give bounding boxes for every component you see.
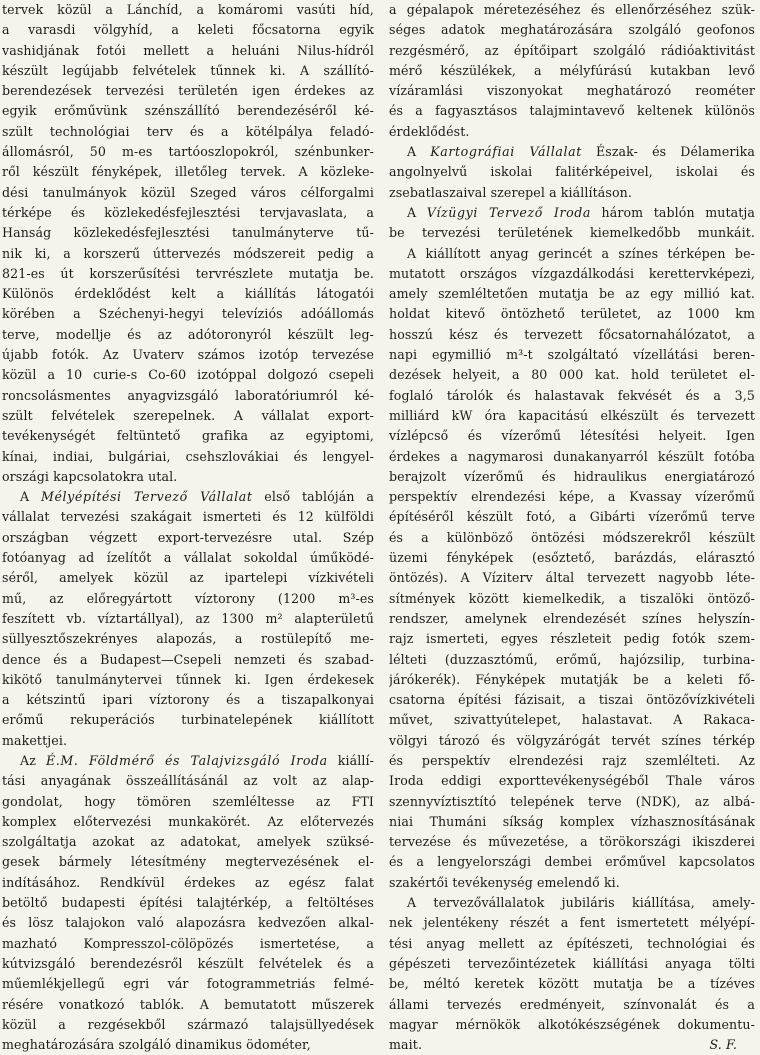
text-fragment: és lösz talajokon való alapozásra kedvezően alkal- <box>2 915 374 931</box>
text-line <box>389 507 755 527</box>
text-line <box>389 934 755 954</box>
text-fragment: makettjei. <box>2 732 68 748</box>
text-fragment: érdekes a nagymarosi dunakanyarról készült fotóba <box>389 448 755 464</box>
text-line <box>389 832 755 852</box>
text-line <box>389 101 755 121</box>
text-line <box>2 447 374 467</box>
text-line <box>389 609 755 629</box>
text-line <box>389 751 755 771</box>
text-line <box>2 101 374 121</box>
text-line <box>2 852 374 872</box>
text-fragment: foglaló tárolók és halastavak fekvését és a 3,5 <box>389 387 755 403</box>
text-fragment: mű, az előregyártott víztorony (1200 m³-es <box>2 590 374 606</box>
text-fragment: tervek közül a Lánchíd, a komáromi vasúti híd, <box>2 2 374 17</box>
text-line <box>389 406 755 426</box>
text-line <box>2 325 374 345</box>
text-fragment: terve, modellje és az adótoronyról készült leg- <box>2 326 374 342</box>
text-fragment: és a különböző öntözési módszerekről készült <box>389 529 755 545</box>
text-line <box>2 426 374 446</box>
text-fragment: gesek bármely létesítmény megtervezésének el- <box>2 854 374 870</box>
text-fragment: séges adatok meghatározására szolgáló geofonos <box>389 22 755 38</box>
text-line <box>2 731 374 751</box>
text-fragment: rezgésmérő, az építőipart szolgáló rádióaktivitást <box>389 42 755 58</box>
text-line <box>2 61 374 81</box>
text-fragment: és a fagyasztásos talajmintavevő keltenek különös <box>389 103 755 119</box>
text-fragment: csatorna építési fázisait, a tiszai öntözővízkivételi <box>389 692 755 708</box>
text-line <box>389 812 755 832</box>
text-line <box>389 548 755 568</box>
text-line <box>2 934 374 954</box>
text-line <box>389 365 755 385</box>
text-fragment: angolnyelvű iskolai falitérképeivel, iskolai és <box>389 164 755 180</box>
text-fragment: művet, szivattyútelepet, halastavat. A Rakaca- <box>389 712 755 728</box>
text-line <box>2 365 374 385</box>
text-line <box>2 771 374 791</box>
text-line <box>389 386 755 406</box>
text-line <box>2 913 374 933</box>
text-line <box>2 589 374 609</box>
text-fragment: a kétszintű ipari víztorony és a tiszapalkonyai <box>2 692 374 708</box>
text-fragment: A <box>407 204 427 220</box>
text-line <box>2 284 374 304</box>
text-fragment: be, méltó keretek között mutatja be a tízéves <box>389 976 755 992</box>
text-fragment: tási anyagának összeállításánál az volt az alap- <box>2 773 374 789</box>
text-fragment: indításához. Rendkívül érdekes az egész falat <box>2 874 374 890</box>
text-line <box>2 690 374 710</box>
text-line <box>2 528 374 548</box>
text-line <box>389 162 755 182</box>
text-fragment: feszített vb. víztartállyal), az 1300 m² alapterületű <box>2 610 374 626</box>
text-fragment: Iroda eddigi exporttevékenységéből Thale város <box>389 773 755 789</box>
text-fragment: résére vonatkozó tablók. A bemutatott műszerek <box>2 996 374 1012</box>
text-fragment: első tablóján a <box>252 489 374 505</box>
text-line <box>2 41 374 61</box>
text-line <box>389 690 755 710</box>
text-fragment: állami tervezés eredményeit, színvonalát és a <box>389 996 755 1012</box>
text-line <box>389 264 755 284</box>
text-fragment: amely szemléltetően mutatja be az egy millió kat. <box>389 286 755 302</box>
text-line <box>2 386 374 406</box>
text-line <box>2 548 374 568</box>
text-fragment: völgyi tározó és völgyzárógát tervét színes térkép <box>389 732 755 748</box>
text-fragment: A tervezővállalatok jubiláris kiállítása, amely- <box>407 895 755 911</box>
text-line <box>389 203 755 223</box>
text-fragment: gondolat, hogy tömören szemléltesse az FTI <box>2 793 374 809</box>
text-line <box>389 183 755 203</box>
text-fragment: körében a Széchenyi-hegyi televíziós adóállomás <box>2 306 374 322</box>
text-line <box>389 629 755 649</box>
text-fragment: meghatározására szolgáló dinamikus ödométer, <box>2 1037 311 1053</box>
text-line <box>2 650 374 670</box>
text-fragment: mazható Kompresszol-cölöpözés ismertetése, a <box>2 935 374 951</box>
text-line <box>2 507 374 527</box>
organization-name: Mélyépítési Tervező Vállalat <box>41 489 253 505</box>
text-line <box>2 142 374 162</box>
text-line <box>2 974 374 994</box>
text-fragment: perspektív elrendezési képe, a Kvassay vízerőmű <box>389 489 755 505</box>
text-line <box>389 41 755 61</box>
text-line <box>2 629 374 649</box>
text-fragment: dési tanulmányok közül Szeged város célforgalmi <box>2 184 374 200</box>
text-line <box>389 1015 755 1035</box>
text-fragment: állomásról, 50 m-es tartóoszlopokról, szénbunker- <box>2 144 374 160</box>
text-line <box>2 670 374 690</box>
text-line <box>2 812 374 832</box>
text-fragment: rendszer, amelynek elrendezését színes helyszín- <box>389 610 755 626</box>
text-fragment: nik ki, a korszerű úttervezés módszereit pedig a <box>2 245 374 261</box>
text-line <box>389 974 755 994</box>
text-fragment: mait. <box>389 1037 423 1053</box>
text-fragment: gépészeti tervezőintézetek kiállítási anyaga tölti <box>389 955 755 971</box>
text-line <box>389 954 755 974</box>
text-line <box>389 710 755 730</box>
text-fragment: közül a 10 curie-s Co-60 izotóppal dolgozó csepeli <box>2 367 374 383</box>
text-fragment: A kiállított anyag gerincét a színes térképen be- <box>407 245 755 261</box>
text-fragment: berendezések tervezési területén igen érdekes az <box>2 83 374 99</box>
text-line <box>389 852 755 872</box>
text-line <box>389 873 755 893</box>
text-line <box>389 447 755 467</box>
author-initials: S. F. <box>709 1037 737 1053</box>
text-line <box>389 731 755 751</box>
text-fragment: Az <box>20 752 46 768</box>
text-line <box>2 0 374 20</box>
text-line <box>389 20 755 40</box>
text-fragment: sítmények között kiemelkedik, a tiszalöki öntöző- <box>389 590 755 606</box>
text-fragment: a varasdi völgyhíd, a keleti főcsatorna egyik <box>2 22 374 38</box>
text-line <box>389 589 755 609</box>
text-fragment: kiállí- <box>327 752 374 768</box>
text-fragment: hosszú kész és tervezett főcsatornahálózatot, a <box>389 326 755 342</box>
text-fragment: rajz ismerteti, egyes részleteit pedig fotók szem- <box>389 631 755 647</box>
text-line <box>389 81 755 101</box>
text-fragment: Hanság közlekedésfejlesztési tanulmányterve tű- <box>2 225 374 241</box>
text-line <box>2 244 374 264</box>
text-fragment: közül a rezgésekből származó talajsüllyedések <box>2 1016 374 1032</box>
text-fragment: három tablón mutatja <box>591 204 755 220</box>
text-fragment: építéséről készült fotó, a Gibárti vízerőmű terve <box>389 509 755 525</box>
text-fragment: és perspektív elrendezési rajz szemlélteti. Az <box>389 752 755 768</box>
text-line <box>389 304 755 324</box>
text-line <box>389 528 755 548</box>
text-line <box>2 487 374 507</box>
text-line <box>389 426 755 446</box>
text-line <box>389 0 755 20</box>
text-fragment: vízáramlási viszonyokat meghatározó reométer <box>389 83 755 99</box>
text-fragment: műemlékjellegű egri vár fotogrammetriás felmé- <box>2 976 374 992</box>
text-fragment: szennyvíztisztító telepének terve (NDK), az albá- <box>389 793 755 809</box>
text-fragment: kútvizsgáló berendezésről készült felvételek és a <box>2 955 374 971</box>
text-fragment: napi egymillió m³-t szolgáltató vízellátási beren- <box>389 347 755 363</box>
text-fragment: berajzolt vízerőmű és hidraulikus energiatározó <box>389 468 755 484</box>
text-line <box>389 325 755 345</box>
text-line <box>2 609 374 629</box>
text-fragment: dence és a Budapest—Csepeli nemzeti és szabad- <box>2 651 374 667</box>
text-fragment: kikötő tanulmánytervei tűnnek ki. Igen érdekesek <box>2 671 374 687</box>
organization-name: Kartográfiai Vállalat <box>430 144 582 160</box>
text-line <box>2 406 374 426</box>
text-line <box>389 487 755 507</box>
text-line <box>2 751 374 771</box>
text-line <box>389 913 755 933</box>
text-fragment: a gépalapok méretezéséhez és ellenőrzéséhez szük- <box>389 2 755 17</box>
text-line <box>2 873 374 893</box>
text-line <box>389 670 755 690</box>
text-fragment: Különös érdeklődést kelt a kiállítás látogatói <box>2 286 374 302</box>
text-fragment: országi kapcsolatokra utal. <box>2 468 178 484</box>
text-fragment: zsebatlaszaival szerepel a kiállításon. <box>389 184 632 200</box>
right-text-column <box>389 0 755 1055</box>
text-fragment: erőmű rekuperációs turbinatelepének kiállított <box>2 712 374 728</box>
text-fragment: üzemi fényképek (esőztető, barázdás, elárasztó <box>389 550 755 566</box>
text-line <box>2 203 374 223</box>
text-fragment: országban végzett export-tervezésre utal. Szép <box>2 529 374 545</box>
organization-name: É.M. Földmérő és Talajvizsgáló Iroda <box>45 752 328 768</box>
text-line <box>2 995 374 1015</box>
text-fragment: Észak- és Délamerika <box>581 144 755 160</box>
text-line <box>2 20 374 40</box>
text-fragment: szült technológiai terv és a kötélpálya feladó- <box>2 123 374 139</box>
text-fragment: térképe és közlekedésfejlesztési tervjavaslata, a <box>2 204 374 220</box>
text-line <box>2 467 374 487</box>
text-line <box>2 304 374 324</box>
text-fragment: szült felvételek szerepelnek. A vállalat export- <box>2 407 374 423</box>
text-fragment: nek jelentékeny részét a fent ismertetett mélyépí- <box>389 915 755 931</box>
text-fragment: fotóanyag ad ízelítőt a vállalat sokoldal úműködé- <box>2 550 374 566</box>
text-fragment: tevékenységét feltüntető grafika az egyiptomi, <box>2 428 374 444</box>
text-fragment: milliárd kW óra kapacitású elkészült és tervezett <box>389 407 755 423</box>
text-line <box>389 345 755 365</box>
text-line <box>389 771 755 791</box>
text-fragment: mutatott országos vízgazdálkodási kerettervképezi, <box>389 265 755 281</box>
text-line <box>2 893 374 913</box>
text-fragment: tési anyag mellett az építészeti, technológiai és <box>389 935 755 951</box>
text-fragment: tervezése és művezetése, a törökországi ikiszderei <box>389 834 755 850</box>
text-line <box>389 61 755 81</box>
text-line <box>389 995 755 1015</box>
text-fragment: be tervezési területének kiemelkedőbb munkáit. <box>389 225 755 241</box>
text-line <box>2 1015 374 1035</box>
text-fragment: járókerék). Fényképek mutatják be a keleti fő- <box>389 671 755 687</box>
text-fragment: 821-es út korszerűsítési tervrészlete mutatja be. <box>2 265 374 281</box>
text-line <box>2 122 374 142</box>
left-text-column <box>2 0 374 1055</box>
text-fragment: vashidjának fotói mellett a heluáni Nilus-hídról <box>2 42 374 58</box>
text-line <box>389 122 755 142</box>
text-fragment: niai Thumáni síkság komplex vízhasznosításának <box>389 813 755 829</box>
text-line <box>2 832 374 852</box>
text-line <box>2 162 374 182</box>
text-fragment: A <box>20 489 41 505</box>
organization-name: Vízügyi Tervező Iroda <box>426 204 592 220</box>
text-line <box>2 264 374 284</box>
text-line <box>2 345 374 365</box>
text-fragment: szolgáltatja azokat az adatokat, amelyek szüksé- <box>2 834 374 850</box>
text-line <box>2 81 374 101</box>
text-fragment: kínai, indiai, bulgáriai, csehszlovákiai és lengyel- <box>2 448 374 464</box>
text-fragment: roncsolásmentes anyagvizsgáló laboratóriumról ké- <box>2 387 374 403</box>
text-line <box>389 893 755 913</box>
text-fragment: készült legújabb felvételek tűnnek ki. A szállító- <box>2 62 374 78</box>
text-fragment: egyik erőművünk szénszállító berendezéséről ké- <box>2 103 374 119</box>
text-fragment: süllyesztőszekrényes alapozás, a rostülepítő me- <box>2 631 374 647</box>
text-fragment: öntözés). A Víziterv által tervezett nagyobb léte- <box>389 570 755 586</box>
text-line <box>2 183 374 203</box>
text-line <box>2 954 374 974</box>
text-fragment: vállalat tervezési szakágait ismerteti és 12 külföldi <box>2 509 374 525</box>
text-fragment: ről készült fényképek, illetőleg tervek. A közleke- <box>2 164 374 180</box>
text-fragment: A <box>407 144 431 160</box>
text-fragment: újabb fotók. Az Uvaterv számos izotóp tervezése <box>2 347 374 363</box>
text-line <box>389 467 755 487</box>
text-line <box>389 1035 755 1055</box>
text-fragment: betöltő budapesti építési talajtérkép, a feltöltéses <box>2 895 374 911</box>
text-line <box>389 568 755 588</box>
text-fragment: holdat kitevő öntözhető területet, az 1000 km <box>389 306 755 322</box>
text-line <box>389 244 755 264</box>
text-fragment: lélteti (duzzasztómű, erőmű, hajózsilip, turbina- <box>389 651 755 667</box>
text-line <box>2 568 374 588</box>
text-line <box>2 1035 374 1055</box>
text-line <box>2 710 374 730</box>
text-line <box>2 792 374 812</box>
text-fragment: komplex előtervezési munkakörét. Az előtervezés <box>2 813 374 829</box>
text-fragment: séről, amelyek közül az ipartelepi vízkivételi <box>2 570 374 586</box>
text-line <box>389 792 755 812</box>
text-line <box>389 142 755 162</box>
text-fragment: dezések helyeit, a 80 000 kat. hold területet el- <box>389 367 755 383</box>
text-line <box>2 223 374 243</box>
text-fragment: magyar mérnökök alkotókészségének dokumentu- <box>389 1016 755 1032</box>
text-fragment: szakértői tevékenység emelendő ki. <box>389 874 620 890</box>
text-line <box>389 284 755 304</box>
text-line <box>389 650 755 670</box>
text-fragment: érdeklődést. <box>389 123 470 139</box>
text-line <box>389 223 755 243</box>
text-fragment: és a lengyelországi dembei erőművel kapcsolatos <box>389 854 755 870</box>
text-fragment: mérő készülékek, a mélyfúrású kutakban levő <box>389 62 755 78</box>
text-fragment: vízlépcső és vízerőmű létesítési helyeit. Igen <box>389 428 755 444</box>
